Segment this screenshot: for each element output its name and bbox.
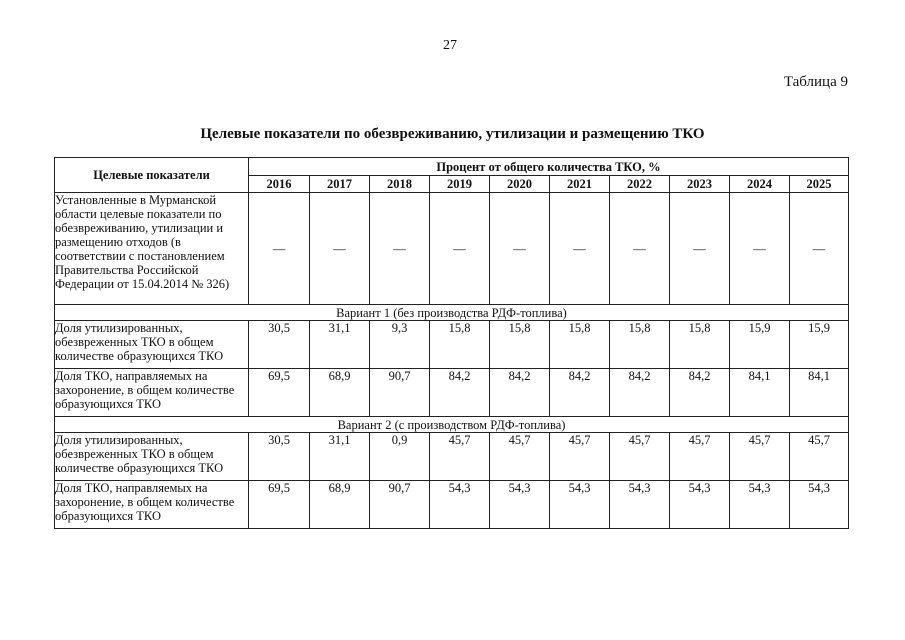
value-cell: 68,9	[310, 481, 370, 529]
year-header: 2025	[790, 176, 849, 193]
indicator-label: Установленные в Мурманской области целевые показатели по обезвреживанию, утилизации и размещению отходов (в соответствии с постановлением Правительства Российской Федерации от 15.04.2014 № 326)	[55, 193, 249, 305]
value-cell: 45,7	[670, 433, 730, 481]
variant-row	[55, 417, 849, 433]
value-cell: 15,8	[610, 321, 670, 369]
value-cell: 54,3	[790, 481, 849, 529]
value-cell: 69,5	[249, 369, 310, 417]
value-cell: 15,8	[490, 321, 550, 369]
value-cell: 45,7	[430, 433, 490, 481]
year-header: 2019	[430, 176, 490, 193]
value-cell: —	[249, 193, 310, 305]
value-cell: 45,7	[790, 433, 849, 481]
indicator-label: Доля утилизированных, обезвреженных ТКО в общем количестве образующихся ТКО	[55, 321, 249, 369]
value-cell: —	[790, 193, 849, 305]
year-header: 2020	[490, 176, 550, 193]
value-cell: 84,2	[430, 369, 490, 417]
table-row	[55, 481, 849, 529]
value-cell: —	[550, 193, 610, 305]
table-row	[55, 369, 849, 417]
value-cell: 45,7	[610, 433, 670, 481]
value-cell: 45,7	[550, 433, 610, 481]
value-cell: 69,5	[249, 481, 310, 529]
value-cell: 15,9	[790, 321, 849, 369]
document-title: Целевые показатели по обезвреживанию, утилизации и размещению ТКО	[200, 126, 705, 142]
table-label: Таблица 9	[783, 74, 848, 90]
value-cell: 54,3	[550, 481, 610, 529]
value-cell: 84,1	[730, 369, 790, 417]
value-cell: 15,8	[550, 321, 610, 369]
value-cell: 54,3	[610, 481, 670, 529]
value-cell: —	[490, 193, 550, 305]
table-row	[55, 321, 849, 369]
variant-1-title: Вариант 1 (без производства РДФ-топлива)	[55, 305, 849, 321]
value-cell: 84,2	[610, 369, 670, 417]
value-cell: 84,2	[550, 369, 610, 417]
value-cell: 45,7	[730, 433, 790, 481]
table-row-established	[55, 193, 849, 305]
value-cell: 54,3	[670, 481, 730, 529]
value-cell: 9,3	[370, 321, 430, 369]
variant-row	[55, 305, 849, 321]
value-cell: 15,8	[430, 321, 490, 369]
value-cell: 90,7	[370, 369, 430, 417]
year-header: 2018	[370, 176, 430, 193]
value-cell: 45,7	[490, 433, 550, 481]
indicator-label: Доля ТКО, направляемых на захоронение, в общем количестве образующихся ТКО	[55, 369, 249, 417]
value-cell: 31,1	[310, 433, 370, 481]
year-header: 2016	[249, 176, 310, 193]
value-cell: 54,3	[430, 481, 490, 529]
variant-2-title: Вариант 2 (с производством РДФ-топлива)	[55, 417, 849, 433]
value-cell: 54,3	[730, 481, 790, 529]
value-cell: 30,5	[249, 321, 310, 369]
value-cell: —	[430, 193, 490, 305]
table-row	[55, 433, 849, 481]
value-cell: 15,8	[670, 321, 730, 369]
value-cell: 15,9	[730, 321, 790, 369]
year-header: 2022	[610, 176, 670, 193]
indicator-label: Доля утилизированных, обезвреженных ТКО в общем количестве образующихся ТКО	[55, 433, 249, 481]
value-cell: 68,9	[310, 369, 370, 417]
value-cell: 84,1	[790, 369, 849, 417]
year-header: 2023	[670, 176, 730, 193]
value-cell: 30,5	[249, 433, 310, 481]
value-cell: 0,9	[370, 433, 430, 481]
value-cell: —	[310, 193, 370, 305]
value-cell: 90,7	[370, 481, 430, 529]
year-header: 2024	[730, 176, 790, 193]
value-cell: 31,1	[310, 321, 370, 369]
indicator-label: Доля ТКО, направляемых на захоронение, в общем количестве образующихся ТКО	[55, 481, 249, 529]
value-cell: —	[670, 193, 730, 305]
value-cell: 84,2	[490, 369, 550, 417]
value-cell: 84,2	[670, 369, 730, 417]
value-cell: 54,3	[490, 481, 550, 529]
year-header: 2021	[550, 176, 610, 193]
year-header: 2017	[310, 176, 370, 193]
header-percent: Процент от общего количества ТКО, %	[249, 158, 849, 176]
value-cell: —	[370, 193, 430, 305]
targets-table	[54, 157, 849, 529]
page-number: 27	[443, 38, 457, 53]
value-cell: —	[730, 193, 790, 305]
header-indicators: Целевые показатели	[55, 158, 249, 193]
value-cell: —	[610, 193, 670, 305]
